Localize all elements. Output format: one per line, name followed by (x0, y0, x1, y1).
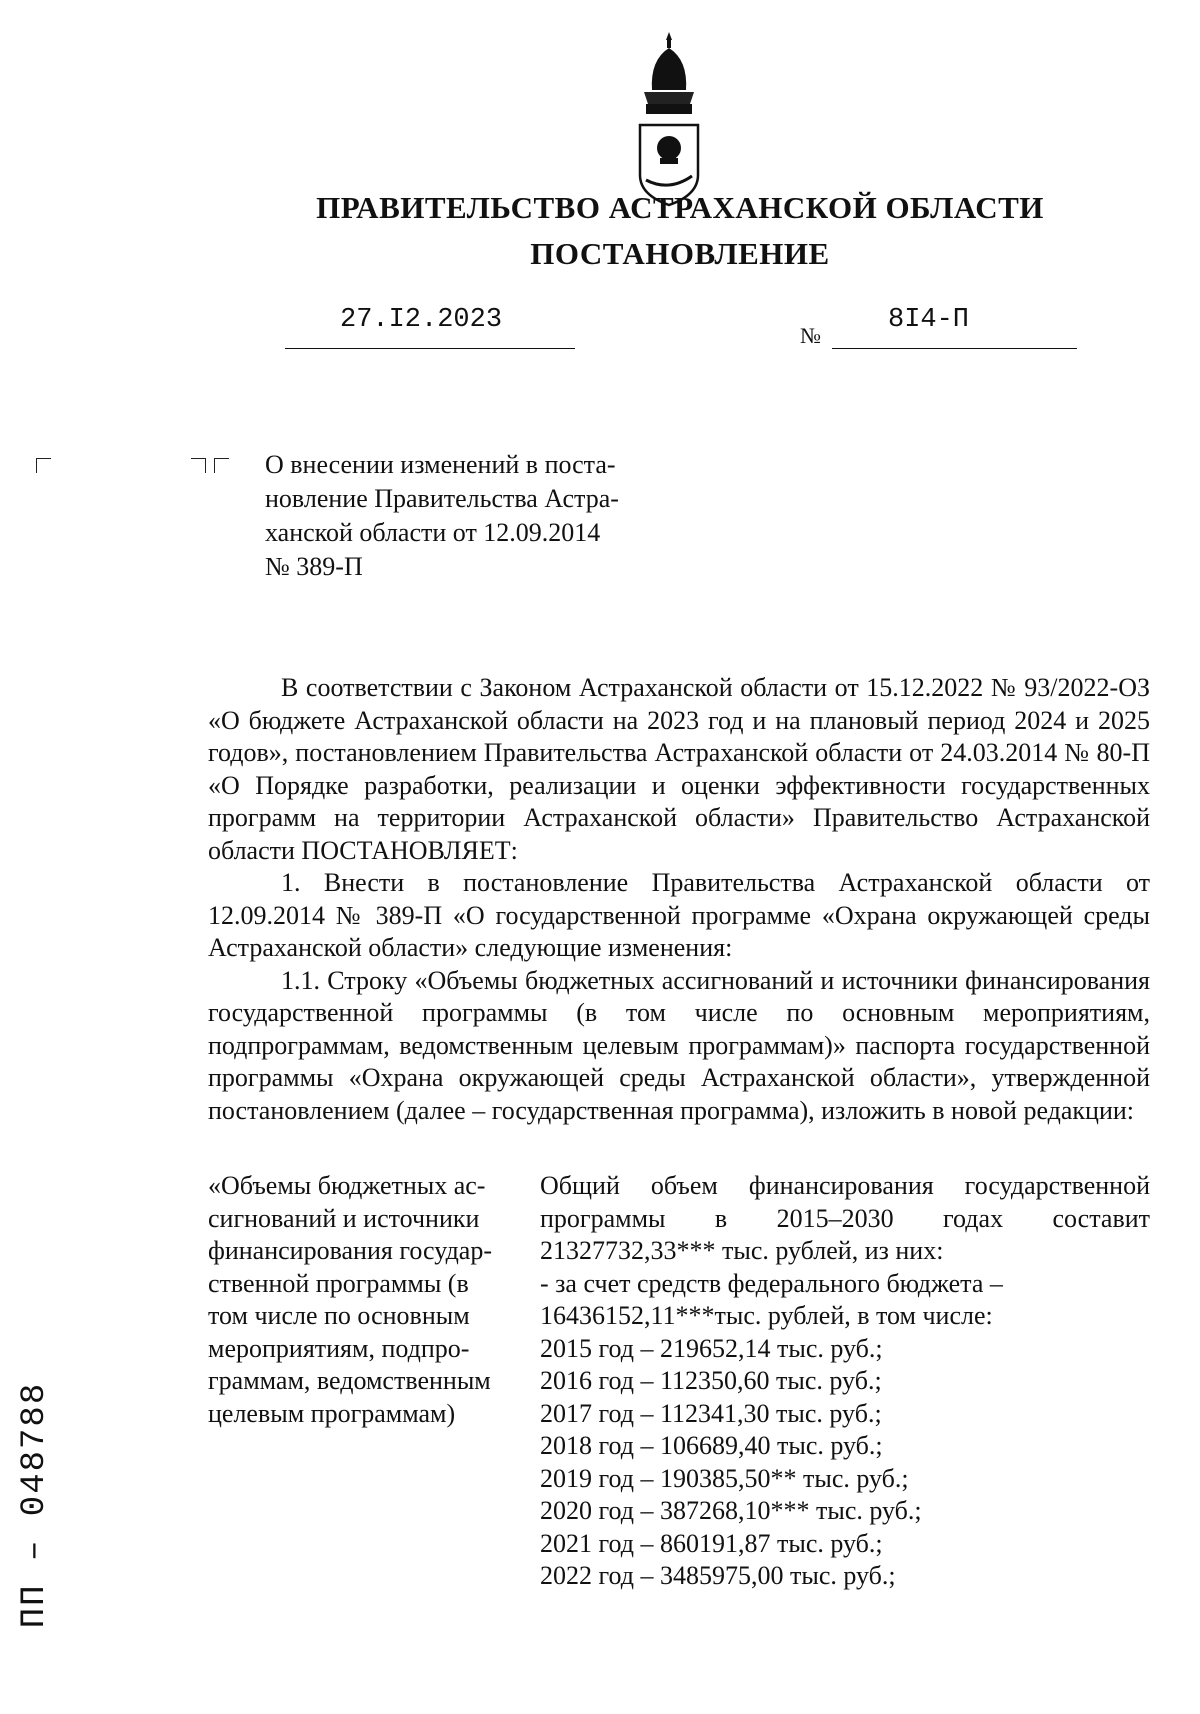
number-underline (832, 348, 1077, 349)
subject-line: О внесении изменений в поста- (265, 450, 616, 479)
document-type-title: ПОСТАНОВЛЕНИЕ (530, 236, 830, 271)
decree-subject (265, 448, 650, 584)
year-line: 2022 год – 3485975,00 тыс. руб.; (540, 1561, 896, 1590)
serial-number-stamp (16, 1381, 54, 1629)
decree-body (208, 672, 1150, 1127)
year-line: 2017 год – 112341,30 тыс. руб.; (540, 1398, 882, 1428)
subject-line: ханской области от 12.09.2014 (265, 518, 601, 547)
organization-title: ПРАВИТЕЛЬСТВО АСТРАХАНСКОЙ ОБЛАСТИ (316, 190, 1044, 225)
date-underline (285, 348, 575, 349)
financing-total-text: Общий объем финансирования государственной программы в 2015–2030 годах составит 21327732,33*** тыс. рублей, из них: (540, 1171, 1150, 1265)
year-line: 2019 год – 190385,50** тыс. руб.; (540, 1463, 909, 1493)
decree-number: 8I4-П (888, 305, 970, 335)
label-line: ственной программы (в (208, 1268, 469, 1298)
serial-number-text: ПП – 048788 (16, 1381, 54, 1629)
corner-mark-left (36, 458, 51, 473)
label-line: финансирования государ- (208, 1236, 492, 1265)
item-1-paragraph: 1. Внести в постановление Правительства Астраханской области от 12.09.2014 № 389-П «О государственной программе «Охрана окружающей среды Астраханской области» следующие изменения: (208, 868, 1150, 962)
decree-date: 27.I2.2023 (340, 305, 503, 335)
corner-mark-right-a (191, 458, 206, 473)
subject-line: № 389-П (265, 552, 363, 581)
preamble-paragraph: В соответствии с Законом Астраханской области от 15.12.2022 № 93/2022-ОЗ «О бюджете Астраханской области на 2023 год и на плановый период 2024 и 2025 годов», постановлением Правительства Астраханской области от 24.03.2014 № 80-П «О Порядке разработки, реализации и оценки эффективности государственных программ на территории Астраханской области» Правительство Астраханской области ПОСТАНОВЛЯЕТ: (208, 673, 1150, 865)
year-line: 2018 год – 106689,40 тыс. руб.; (540, 1431, 883, 1460)
year-line: 2021 год – 860191,87 тыс. руб.; (540, 1528, 883, 1558)
label-line: «Объемы бюджетных ас- (208, 1171, 486, 1200)
corner-mark-right-b (214, 458, 229, 473)
year-line: 2016 год – 112350,60 тыс. руб.; (540, 1366, 882, 1395)
label-line: целевым программам) (208, 1398, 456, 1428)
label-line: мероприятиям, подпро- (208, 1333, 470, 1363)
label-line: том числе по основным (208, 1301, 470, 1330)
year-line: 2015 год – 219652,14 тыс. руб.; (540, 1333, 883, 1363)
federal-budget-text: - за счет средств федерального бюджета – 16436152,11***тыс. рублей, в том числе: (540, 1268, 1003, 1330)
label-line: граммам, ведомственным (208, 1366, 491, 1395)
item-1-1-paragraph: 1.1. Строку «Объемы бюджетных ассигнований и источники финансирования государственной программы (в том числе по основным мероприятиям, подпрограммам, ведомственным целевым программам)» паспорта государственной программы «Охрана окружающей среды Астраханской области», утвержденной постановлением (далее – государственная программа), изложить в новой редакции: (208, 965, 1150, 1125)
coat-of-arms-emblem (630, 30, 708, 210)
passport-row-label (208, 1170, 518, 1430)
label-line: сигнований и источники (208, 1203, 480, 1233)
passport-row-value (540, 1170, 1150, 1593)
year-line: 2020 год – 387268,10*** тыс. руб.; (540, 1496, 922, 1525)
number-sign: № (800, 323, 821, 348)
subject-line: новление Правительства Астра- (265, 484, 619, 513)
